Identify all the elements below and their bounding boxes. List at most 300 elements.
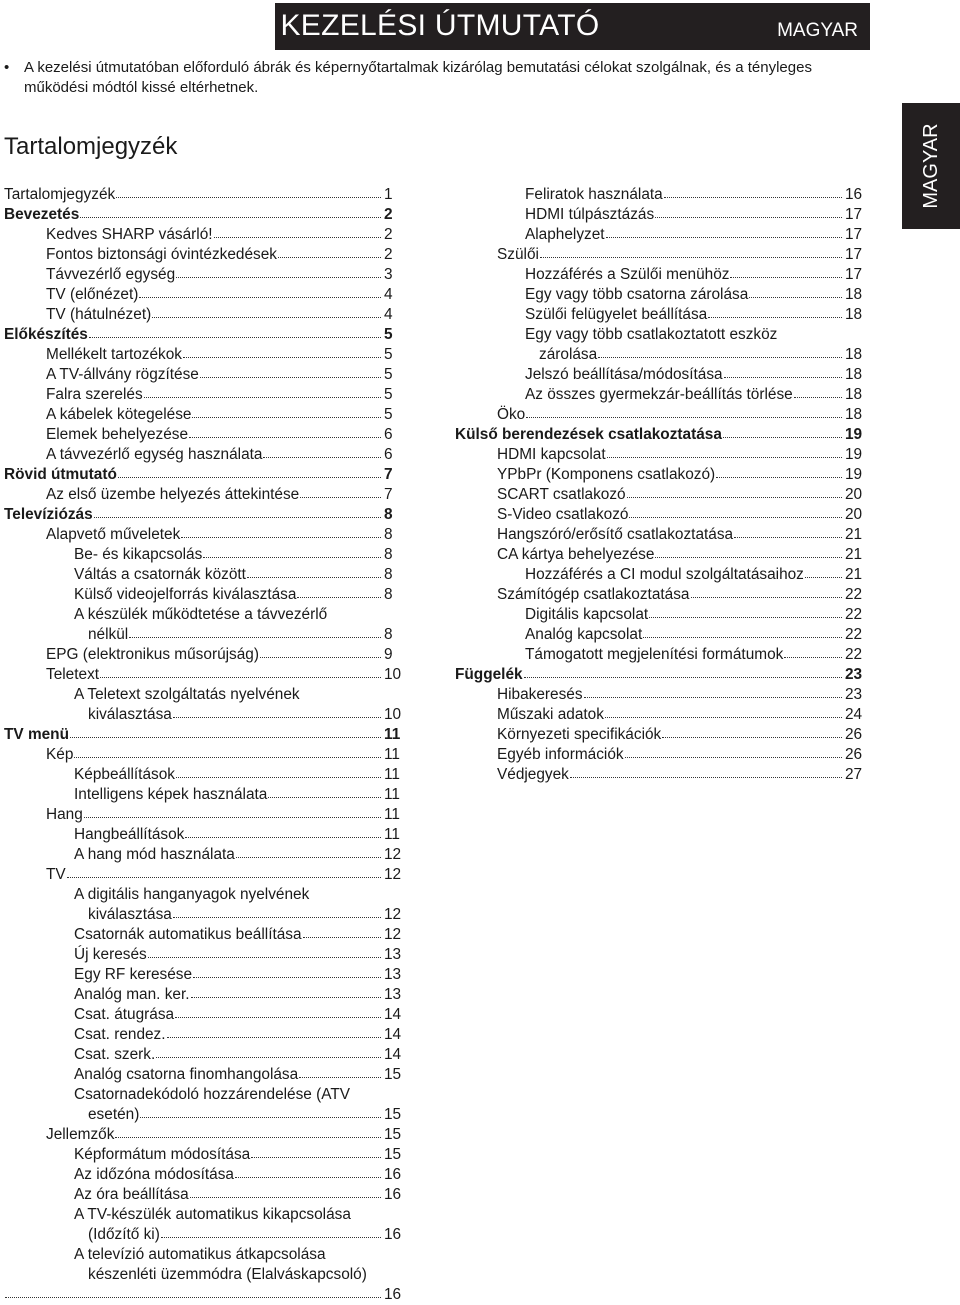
toc-dot-leader [176, 777, 381, 778]
toc-dot-leader [708, 317, 842, 318]
toc-entry[interactable] [455, 745, 871, 765]
toc-entry-title: Analóg kapcsolat [525, 626, 643, 643]
toc-entry[interactable] [4, 345, 410, 365]
toc-dot-leader [203, 557, 381, 558]
toc-entry[interactable] [4, 645, 410, 665]
toc-entry[interactable] [4, 845, 410, 865]
bullet-icon: • [4, 59, 10, 76]
toc-dot-leader [144, 397, 381, 398]
toc-dot-leader [139, 297, 381, 298]
toc-page-number: 5 [384, 326, 393, 343]
toc-entry[interactable] [455, 485, 871, 505]
toc-dot-leader [716, 477, 842, 478]
header-bar [275, 3, 870, 50]
toc-entry[interactable] [4, 445, 410, 465]
toc-entry-title: Bevezetés [4, 206, 80, 223]
toc-entry[interactable] [455, 405, 871, 425]
toc-dot-leader [80, 217, 381, 218]
toc-entry[interactable] [455, 425, 871, 445]
toc-entry-title: Függelék [455, 666, 523, 683]
toc-dot-leader [784, 657, 842, 658]
toc-dot-leader [598, 357, 842, 358]
toc-entry[interactable] [4, 905, 410, 925]
toc-page-number: 22 [845, 606, 863, 623]
toc-entry[interactable] [4, 825, 410, 845]
toc-entry-title: Távvezérlő egység [46, 266, 176, 283]
toc-dot-leader [214, 237, 381, 238]
toc-dot-leader [655, 217, 842, 218]
toc-entry-title: kiválasztása [88, 906, 172, 923]
toc-page-number: 17 [845, 246, 863, 263]
toc-page-number: 8 [384, 526, 393, 543]
toc-page-number: 17 [845, 226, 863, 243]
toc-entry-title: Teletext [46, 666, 100, 683]
toc-entry-title: Számítógép csatlakoztatása [497, 586, 690, 603]
toc-dot-leader [185, 837, 381, 838]
toc-page-number: 1 [384, 186, 393, 203]
toc-dot-leader [540, 257, 842, 258]
toc-entry-title: Egyéb információk [497, 746, 624, 763]
toc-entry[interactable] [4, 325, 410, 345]
toc-entry-title: A TV-állvány rögzítése [46, 366, 199, 383]
toc-dot-leader [70, 737, 381, 738]
toc-entry[interactable] [455, 545, 871, 565]
toc-dot-leader [156, 1057, 381, 1058]
toc-page-number: 8 [384, 506, 393, 523]
toc-dot-leader [734, 537, 842, 538]
toc-entry-title: esetén) [88, 1106, 140, 1123]
toc-entry[interactable] [4, 1285, 410, 1305]
toc-entry-title: nélkül [88, 626, 129, 643]
toc-page-number: 15 [384, 1066, 402, 1083]
toc-entry-title: S-Video csatlakozó [497, 506, 629, 523]
toc-page-number: 16 [384, 1186, 402, 1203]
toc-entry-title: Külső berendezések csatlakoztatása [455, 426, 722, 443]
toc-entry[interactable] [4, 605, 410, 625]
toc-entry-title: Egy vagy több csatorna zárolása [525, 286, 749, 303]
toc-dot-leader [200, 377, 381, 378]
toc-entry[interactable] [4, 245, 410, 265]
toc-page-number: 2 [384, 226, 393, 243]
toc-entry[interactable] [455, 325, 871, 345]
toc-entry-title: Hozzáférés a Szülői menühöz [525, 266, 730, 283]
toc-entry[interactable] [455, 385, 871, 405]
toc-page-number: 11 [384, 806, 400, 823]
toc-entry-title: Csatornák automatikus beállítása [74, 926, 302, 943]
toc-dot-leader [643, 637, 842, 638]
toc-entry-title: Analóg man. ker. [74, 986, 190, 1003]
toc-entry[interactable] [4, 865, 410, 885]
toc-entry-title: A készülék működtetése a távvezérlő [74, 606, 328, 623]
toc-page-number: 16 [384, 1286, 402, 1303]
toc-entry-title: YPbPr (Komponens csatlakozó) [497, 466, 716, 483]
toc-page-number: 14 [384, 1006, 402, 1023]
toc-entry-title: Digitális kapcsolat [525, 606, 649, 623]
toc-entry[interactable] [455, 725, 871, 745]
toc-entry-title: Intelligens képek használata [74, 786, 268, 803]
toc-entry-title: Az időzóna módosítása [74, 1166, 234, 1183]
toc-entry[interactable] [455, 565, 871, 585]
toc-entry[interactable] [4, 585, 410, 605]
toc-entry-title: készenléti üzemmódra (Elalváskapcsoló) [88, 1266, 367, 1283]
toc-entry[interactable] [455, 705, 871, 725]
toc-entry[interactable] [4, 1105, 410, 1125]
toc-page-number: 8 [384, 546, 393, 563]
toc-entry[interactable] [455, 505, 871, 525]
toc-entry[interactable] [455, 765, 871, 785]
toc-dot-leader [183, 357, 381, 358]
toc-entry-title: Az első üzembe helyezés áttekintése [46, 486, 300, 503]
intro-note [4, 58, 824, 98]
toc-dot-leader [161, 1237, 381, 1238]
toc-entry-title: A televízió automatikus átkapcsolása [74, 1246, 326, 1263]
toc-page-number: 8 [384, 586, 393, 603]
toc-page-number: 16 [384, 1166, 402, 1183]
toc-page-number: 18 [845, 346, 863, 363]
toc-page-number: 5 [384, 406, 393, 423]
toc-entry[interactable] [455, 225, 871, 245]
toc-dot-leader [189, 437, 381, 438]
toc-entry-title: Kép [46, 746, 74, 763]
toc-entry-title: CA kártya behelyezése [497, 546, 655, 563]
toc-page-number: 3 [384, 266, 393, 283]
toc-dot-leader [175, 1017, 381, 1018]
toc-dot-leader [193, 977, 381, 978]
toc-entry[interactable] [4, 705, 410, 725]
toc-entry-title: Hang [46, 806, 83, 823]
toc-entry-title: kiválasztása [88, 706, 172, 723]
toc-entry[interactable] [4, 785, 410, 805]
toc-entry-title: A digitális hanganyagok nyelvének [74, 886, 310, 903]
toc-entry[interactable] [4, 385, 410, 405]
toc-dot-leader [251, 1157, 381, 1158]
toc-entry[interactable] [4, 205, 410, 225]
toc-entry[interactable] [455, 245, 871, 265]
toc-dot-leader [67, 877, 381, 878]
toc-page-number: 7 [384, 486, 393, 503]
toc-dot-leader [176, 277, 381, 278]
toc-entry-title: Műszaki adatok [497, 706, 604, 723]
toc-page-number: 13 [384, 946, 402, 963]
toc-entry[interactable] [4, 1085, 410, 1105]
toc-entry[interactable] [4, 485, 410, 505]
toc-entry-title: Támogatott megjelenítési formátumok [525, 646, 784, 663]
toc-entry-title: Be- és kikapcsolás [74, 546, 203, 563]
toc-page-number: 11 [384, 826, 400, 843]
toc-page-number: 18 [845, 366, 863, 383]
toc-entry[interactable] [4, 685, 410, 705]
toc-entry[interactable] [4, 1185, 410, 1205]
toc-entry[interactable] [455, 645, 871, 665]
toc-dot-leader [84, 817, 381, 818]
toc-entry-title: Az összes gyermekzár-beállítás törlése [525, 386, 793, 403]
toc-entry-title: Csatornadekódoló hozzárendelése (ATV [74, 1086, 351, 1103]
toc-entry-title: Az óra beállítása [74, 1186, 189, 1203]
toc-entry[interactable] [455, 585, 871, 605]
toc-page-number: 13 [384, 966, 402, 983]
toc-page-number: 15 [384, 1146, 402, 1163]
toc-entry[interactable] [4, 625, 410, 645]
toc-heading: Tartalomjegyzék [4, 133, 178, 160]
toc-entry-title: A hang mód használata [74, 846, 235, 863]
toc-page-number: 5 [384, 366, 393, 383]
toc-dot-leader [303, 937, 381, 938]
toc-dot-leader [152, 317, 381, 318]
toc-entry-title: A TV-készülék automatikus kikapcsolása [74, 1206, 351, 1223]
toc-dot-leader [606, 237, 842, 238]
toc-page-number: 22 [845, 646, 863, 663]
toc-entry-title: Csat. rendez. [74, 1026, 166, 1043]
toc-dot-leader [129, 637, 381, 638]
toc-entry-title: Feliratok használata [525, 186, 663, 203]
toc-dot-leader [140, 1117, 381, 1118]
toc-entry[interactable] [455, 205, 871, 225]
toc-dot-leader [570, 777, 842, 778]
toc-entry[interactable] [455, 265, 871, 285]
toc-page-number: 4 [384, 286, 393, 303]
toc-entry-title: Falra szerelés [46, 386, 143, 403]
toc-entry[interactable] [4, 1125, 410, 1145]
toc-page-number: 14 [384, 1046, 402, 1063]
toc-dot-leader [584, 697, 842, 698]
toc-entry[interactable] [4, 365, 410, 385]
toc-entry[interactable] [4, 505, 410, 525]
toc-page-number: 11 [384, 726, 401, 743]
toc-dot-leader [629, 517, 842, 518]
toc-dot-leader [300, 497, 381, 498]
toc-entry[interactable] [455, 445, 871, 465]
toc-page-number: 16 [845, 186, 863, 203]
toc-entry[interactable] [4, 1245, 410, 1265]
toc-entry[interactable] [4, 425, 410, 445]
toc-entry[interactable] [4, 965, 410, 985]
toc-entry[interactable] [4, 1205, 410, 1225]
toc-entry[interactable] [4, 545, 410, 565]
toc-page-number: 20 [845, 506, 863, 523]
language-side-tab [902, 103, 960, 229]
toc-entry-title: TV (hátulnézet) [46, 306, 152, 323]
toc-page-number: 2 [384, 206, 393, 223]
toc-left-column [4, 185, 410, 1305]
toc-entry-title: Előkészítés [4, 326, 88, 343]
toc-page-number: 21 [845, 546, 863, 563]
toc-dot-leader [524, 677, 842, 678]
toc-page-number: 9 [384, 646, 393, 663]
toc-entry[interactable] [4, 885, 410, 905]
toc-page-number: 21 [845, 566, 863, 583]
toc-page-number: 12 [384, 846, 402, 863]
toc-page-number: 23 [845, 686, 863, 703]
toc-page-number: 20 [845, 486, 863, 503]
toc-entry-title: Televíziózás [4, 506, 93, 523]
toc-entry-title: A kábelek kötegelése [46, 406, 192, 423]
toc-entry[interactable] [455, 525, 871, 545]
toc-entry[interactable] [4, 1025, 410, 1045]
toc-entry-title: Jelszó beállítása/módosítása [525, 366, 723, 383]
toc-entry[interactable] [4, 525, 410, 545]
toc-dot-leader [278, 257, 381, 258]
toc-entry[interactable] [4, 745, 410, 765]
toc-entry[interactable] [4, 1265, 410, 1285]
toc-entry-title: zárolása [539, 346, 598, 363]
toc-entry-title: Képbeállítások [74, 766, 175, 783]
toc-entry[interactable] [4, 1145, 410, 1165]
toc-dot-leader [526, 417, 842, 418]
toc-entry-title: Hangszóró/erősítő csatlakoztatása [497, 526, 734, 543]
toc-dot-leader [247, 577, 381, 578]
toc-entry[interactable] [4, 265, 410, 285]
toc-dot-leader [100, 677, 381, 678]
document-title: KEZELÉSI ÚTMUTATÓ [280, 9, 600, 42]
toc-page-number: 18 [845, 286, 863, 303]
toc-entry[interactable] [4, 565, 410, 585]
toc-dot-leader [664, 197, 842, 198]
toc-entry-title: Védjegyek [497, 766, 569, 783]
toc-entry[interactable] [455, 605, 871, 625]
toc-entry[interactable] [4, 945, 410, 965]
toc-dot-leader [148, 957, 381, 958]
toc-entry[interactable] [455, 685, 871, 705]
toc-entry-title: Csat. átugrása [74, 1006, 175, 1023]
toc-page-number: 18 [845, 406, 863, 423]
toc-page-number: 14 [384, 1026, 402, 1043]
toc-entry-title: Egy RF keresése [74, 966, 193, 983]
toc-dot-leader [94, 517, 381, 518]
intro-text: A kezelési útmutatóban előforduló ábrák és képernyőtartalmak kizárólag bemutatási célokat szolgálnak, és a tényleges működési módtól kissé eltérhetnek. [24, 59, 812, 96]
toc-entry[interactable] [4, 925, 410, 945]
toc-entry[interactable] [4, 1225, 410, 1245]
toc-page-number: 26 [845, 726, 863, 743]
toc-entry[interactable] [4, 805, 410, 825]
toc-entry[interactable] [455, 345, 871, 365]
toc-entry[interactable] [455, 625, 871, 645]
toc-page-number: 11 [384, 766, 400, 783]
toc-dot-leader [297, 597, 381, 598]
toc-entry-title: Alaphelyzet [525, 226, 605, 243]
toc-entry-title: HDMI kapcsolat [497, 446, 606, 463]
toc-entry-title: Szülői felügyelet beállítása [525, 306, 708, 323]
toc-entry[interactable] [455, 665, 871, 685]
toc-entry[interactable] [4, 665, 410, 685]
toc-entry[interactable] [4, 405, 410, 425]
toc-page-number: 15 [384, 1106, 402, 1123]
toc-entry-title: Fontos biztonsági óvintézkedések [46, 246, 277, 263]
toc-dot-leader [236, 857, 381, 858]
toc-entry-title: Egy vagy több csatlakoztatott eszköz [525, 326, 778, 343]
toc-dot-leader [805, 577, 842, 578]
toc-dot-leader [118, 477, 381, 478]
toc-page-number: 22 [845, 586, 863, 603]
toc-dot-leader [724, 377, 842, 378]
toc-page-number: 18 [845, 386, 863, 403]
toc-entry-title: A távvezérlő egység használata [46, 446, 263, 463]
toc-page-number: 7 [384, 466, 393, 483]
toc-entry[interactable] [4, 725, 410, 745]
toc-page-number: 17 [845, 266, 863, 283]
toc-entry-title: Kedves SHARP vásárló! [46, 226, 213, 243]
toc-dot-leader [173, 717, 381, 718]
toc-entry-title: Analóg csatorna finomhangolása [74, 1066, 299, 1083]
toc-entry-title: Öko [497, 406, 526, 423]
toc-page-number: 18 [845, 306, 863, 323]
toc-dot-leader [723, 437, 842, 438]
toc-entry-title: Szülői [497, 246, 539, 263]
toc-page-number: 13 [384, 986, 402, 1003]
toc-entry[interactable] [4, 225, 410, 245]
toc-dot-leader [173, 917, 381, 918]
toc-dot-leader [260, 657, 381, 658]
toc-dot-leader [5, 1297, 381, 1298]
toc-entry-title: Hangbeállítások [74, 826, 185, 843]
toc-page-number: 8 [384, 626, 393, 643]
toc-dot-leader [605, 717, 842, 718]
toc-entry[interactable] [455, 365, 871, 385]
toc-entry-title: Mellékelt tartozékok [46, 346, 183, 363]
toc-entry[interactable] [455, 285, 871, 305]
toc-page-number: 16 [384, 1226, 402, 1243]
toc-dot-leader [625, 757, 842, 758]
toc-entry[interactable] [4, 305, 410, 325]
toc-page-number: 8 [384, 566, 393, 583]
toc-entry[interactable] [4, 985, 410, 1005]
toc-page-number: 15 [384, 1126, 402, 1143]
toc-page-number: 24 [845, 706, 863, 723]
toc-entry-title: TV (előnézet) [46, 286, 139, 303]
intro-list-item [4, 58, 824, 98]
toc-page-number: 4 [384, 306, 393, 323]
toc-page-number: 23 [845, 666, 863, 683]
toc-page-number: 12 [384, 926, 402, 943]
toc-entry[interactable] [4, 1005, 410, 1025]
toc-entry[interactable] [4, 765, 410, 785]
toc-entry[interactable] [4, 1045, 410, 1065]
toc-dot-leader [607, 457, 842, 458]
toc-entry[interactable] [455, 465, 871, 485]
toc-dot-leader [730, 277, 842, 278]
toc-entry-title: EPG (elektronikus műsorújság) [46, 646, 259, 663]
toc-page-number: 19 [845, 446, 863, 463]
toc-entry-title: Képformátum módosítása [74, 1146, 251, 1163]
toc-entry-title: HDMI túlpásztázás [525, 206, 655, 223]
toc-entry[interactable] [455, 185, 871, 205]
toc-dot-leader [662, 737, 842, 738]
toc-dot-leader [74, 757, 381, 758]
toc-entry-title: Rövid útmutató [4, 466, 117, 483]
toc-dot-leader [655, 557, 842, 558]
toc-dot-leader [268, 797, 381, 798]
toc-entry[interactable] [4, 185, 410, 205]
toc-page-number: 2 [384, 246, 393, 263]
toc-entry[interactable] [4, 465, 410, 485]
toc-page-number: 19 [845, 466, 863, 483]
toc-entry[interactable] [4, 1065, 410, 1085]
toc-dot-leader [794, 397, 842, 398]
toc-page-number: 6 [384, 426, 393, 443]
toc-entry[interactable] [4, 285, 410, 305]
header-language-label: MAGYAR [777, 20, 858, 41]
toc-dot-leader [116, 197, 381, 198]
toc-page-number: 10 [384, 706, 402, 723]
toc-dot-leader [299, 1077, 381, 1078]
toc-entry-title: Hozzáférés a CI modul szolgáltatásaihoz [525, 566, 804, 583]
toc-entry[interactable] [455, 305, 871, 325]
toc-page-number: 6 [384, 446, 393, 463]
toc-page-number: 22 [845, 626, 863, 643]
toc-page-number: 12 [384, 906, 402, 923]
toc-entry[interactable] [4, 1165, 410, 1185]
toc-dot-leader [627, 497, 842, 498]
toc-dot-leader [190, 1197, 381, 1198]
